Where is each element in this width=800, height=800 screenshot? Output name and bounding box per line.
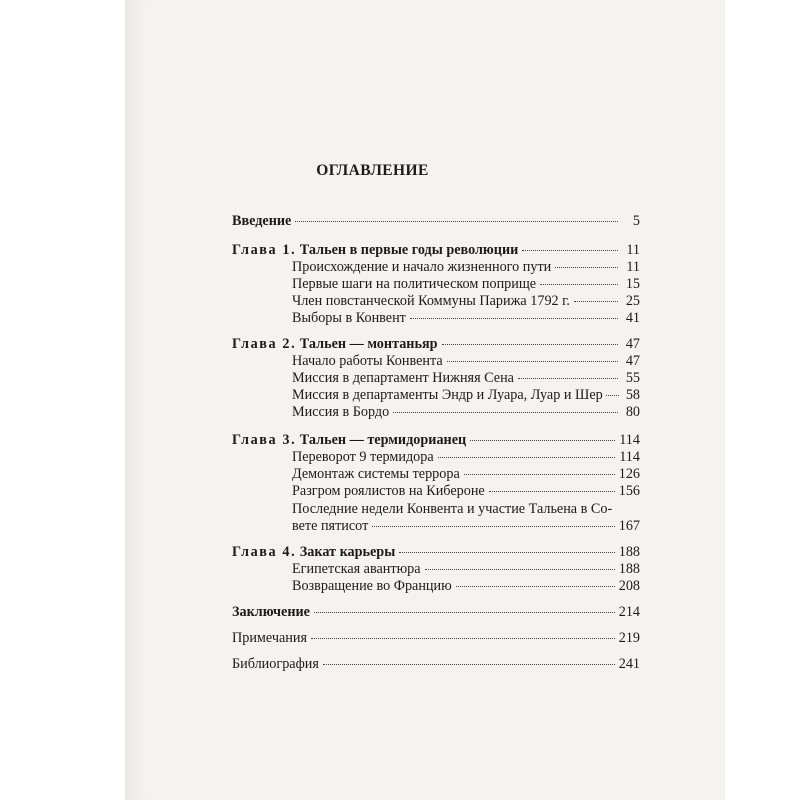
entry-page: 156 [618, 483, 640, 499]
toc-entry[interactable] [292, 259, 640, 276]
toc-entry[interactable] [292, 483, 640, 500]
entry-title: Введение [232, 213, 292, 229]
entry-page: 126 [618, 466, 640, 482]
dot-leader [410, 318, 618, 319]
dot-leader [442, 344, 618, 345]
entry-page: 241 [618, 656, 640, 672]
entry-title: Миссия в департамент Нижняя Сена [292, 370, 514, 386]
entry-title: Начало работы Конвента [292, 353, 443, 369]
entry-title: Миссия в Бордо [292, 404, 390, 420]
entry-title: Заключение [232, 604, 310, 620]
dot-leader [323, 664, 615, 665]
entry-page: 58 [625, 387, 640, 403]
dot-leader [447, 361, 618, 362]
dot-leader [438, 457, 616, 458]
toc-entry[interactable] [292, 310, 640, 327]
toc-heading: ОГЛАВЛЕНИЕ [316, 162, 429, 179]
toc-entry-bibliography[interactable] [232, 656, 640, 673]
toc-entry[interactable] [292, 353, 640, 370]
dot-leader [518, 378, 618, 379]
dot-leader [425, 569, 615, 570]
entry-page: 208 [618, 578, 640, 594]
entry-title: Первые шаги на политическом поприще [292, 276, 537, 292]
entry-page: 5 [632, 213, 640, 229]
entry-page: 11 [626, 242, 640, 258]
entry-page: 80 [625, 404, 640, 420]
toc-entry[interactable] [292, 466, 640, 483]
entry-page: 47 [625, 336, 640, 352]
entry-title: Примечания [232, 630, 307, 646]
toc-entry-introduction[interactable] [232, 213, 640, 230]
chapter-label: Глава 2. [232, 336, 297, 352]
dot-leader [470, 440, 615, 441]
entry-title: Миссия в департаменты Эндр и Луара, Луар и Шер [292, 387, 603, 403]
dot-leader [522, 250, 618, 251]
toc-entry-chapter-4[interactable] [232, 544, 640, 561]
entry-page: 167 [618, 518, 640, 534]
dot-leader [311, 638, 615, 639]
entry-title: Египетская авантюра [292, 561, 421, 577]
entry-title: Член повстанческой Коммуны Парижа 1792 г. [292, 293, 570, 309]
dot-leader [606, 395, 619, 396]
dot-leader [399, 552, 614, 553]
toc-entry-line1: Последние недели Конвента и участие Тальена в Со- [292, 501, 613, 517]
chapter-label: Глава 3. [232, 432, 297, 448]
toc-entry-conclusion[interactable] [232, 604, 640, 621]
entry-title: Тальен — термидорианец [299, 432, 467, 448]
toc-entry-chapter-1[interactable] [232, 242, 640, 259]
entry-title: Тальен — монтаньяр [299, 336, 438, 352]
entry-title: Закат карьеры [299, 544, 396, 560]
toc-entry[interactable] [292, 387, 640, 404]
entry-page: 47 [625, 353, 640, 369]
entry-page: 188 [618, 544, 640, 560]
chapter-label: Глава 1. [232, 242, 297, 258]
entry-page: 25 [625, 293, 640, 309]
entry-page: 41 [625, 310, 640, 326]
toc-entry[interactable] [292, 561, 640, 578]
chapter-label: Глава 4. [232, 544, 297, 560]
toc-entry[interactable] [292, 518, 640, 535]
entry-title: Демонтаж системы террора [292, 466, 460, 482]
entry-title: Тальен в первые годы революции [299, 242, 519, 258]
entry-page: 55 [625, 370, 640, 386]
dot-leader [295, 221, 618, 222]
entry-page: 11 [626, 259, 640, 275]
toc-entry[interactable] [292, 578, 640, 595]
dot-leader [314, 612, 615, 613]
entry-page: 114 [619, 449, 640, 465]
entry-title: Разгром роялистов на Кибероне [292, 483, 485, 499]
toc-entry[interactable] [292, 293, 640, 310]
entry-page: 15 [625, 276, 640, 292]
toc-entry-chapter-3[interactable] [232, 432, 640, 449]
dot-leader [372, 526, 614, 527]
toc-entry[interactable] [292, 370, 640, 387]
entry-title: Библиография [232, 656, 319, 672]
toc-entry[interactable] [292, 449, 640, 466]
toc-entry-chapter-2[interactable] [232, 336, 640, 353]
entry-title: Переворот 9 термидора [292, 449, 434, 465]
toc-entry[interactable] [292, 276, 640, 293]
dot-leader [555, 267, 618, 268]
entry-title: Выборы в Конвент [292, 310, 406, 326]
dot-leader [464, 474, 615, 475]
entry-title: Происхождение и начало жизненного пути [292, 259, 552, 275]
dot-leader [540, 284, 618, 285]
dot-leader [393, 412, 618, 413]
entry-title: вете пятисот [292, 518, 369, 534]
entry-page: 114 [619, 432, 640, 448]
entry-title: Возвращение во Францию [292, 578, 452, 594]
entry-page: 219 [618, 630, 640, 646]
entry-page: 188 [618, 561, 640, 577]
toc-entry-notes[interactable] [232, 630, 640, 647]
toc-entry[interactable] [292, 404, 640, 421]
dot-leader [456, 586, 615, 587]
dot-leader [489, 491, 615, 492]
entry-page: 214 [618, 604, 640, 620]
dot-leader [574, 301, 618, 302]
